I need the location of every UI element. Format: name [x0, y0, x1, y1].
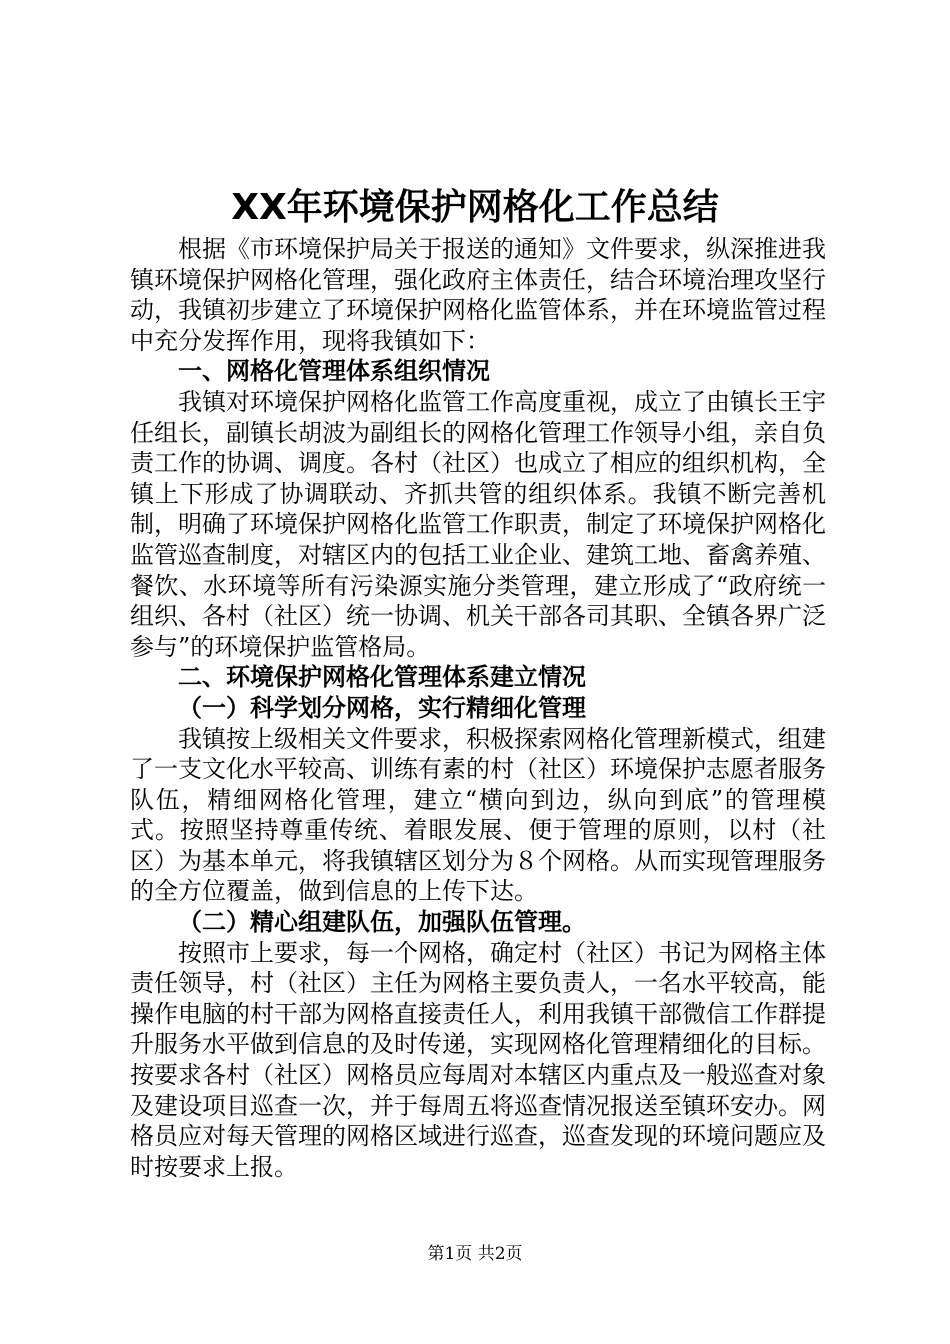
subsection-heading-1: （一）科学划分网格，实行精细化管理 [178, 693, 586, 722]
document-body [130, 234, 826, 1182]
subsection-2-paragraph: 按照市上要求，每一个网格，确定村（社区）书记为网格主体责任领导，村（社区）主任为网格主要负责人，一名水平较高，能操作电脑的村干部为网格直接责任人，利用我镇干部微信工作群提升服务水平做到信息的及时传递，实现网格化管理精细化的目标。按要求各村（社区）网格员应每周对本辖区内重点及一般巡查对象及建设项目巡查一次，并于每周五将巡查情况报送至镇环安办。网格员应对每天管理的网格区域进行巡查，巡查发现的环境问题应及时按要求上报。 [130, 938, 826, 1181]
document-title: XX年环境保护网格化工作总结 [231, 187, 719, 228]
subsection-heading-2: （二）精心组建队伍，加强队伍管理。 [178, 908, 586, 937]
section-heading-2: 二、环境保护网格化管理体系建立情况 [178, 663, 586, 692]
subsection-1-paragraph: 我镇按上级相关文件要求，积极探索网格化管理新模式，组建了一支文化水平较高、训练有素的村（社区）环境保护志愿者服务队伍，精细网格化管理，建立“横向到边，纵向到底”的管理模式。按照坚持尊重传统、着眼发展、便于管理的原则，以村（社区）为基本单元，将我镇辖区划分为８个网格。从而实现管理服务的全方位覆盖，做到信息的上传下达。 [130, 724, 826, 906]
section-1-paragraph: 我镇对环境保护网格化监管工作高度重视，成立了由镇长王宇任组长，副镇长胡波为副组长的网格化管理工作领导小组，亲自负责工作的协调、调度。各村（社区）也成立了相应的组织机构，全镇上下形成了协调联动、齐抓共管的组织体系。我镇不断完善机制，明确了环境保护网格化监管工作职责，制定了环境保护网格化监管巡查制度，对辖区内的包括工业企业、建筑工地、畜禽养殖、餐饮、水环境等所有污染源实施分类管理，建立形成了“政府统一组织、各村（社区）统一协调、机关干部各司其职、全镇各界广泛参与”的环境保护监管格局。 [130, 387, 826, 661]
intro-paragraph: 根据《市环境保护局关于报送的通知》文件要求，纵深推进我镇环境保护网格化管理，强化政府主体责任，结合环境治理攻坚行动，我镇初步建立了环境保护网格化监管体系，并在环境监管过程中充分发挥作用，现将我镇如下： [130, 235, 826, 355]
page-footer: 第1页 共2页 [427, 1244, 523, 1264]
section-heading-1: 一、网格化管理体系组织情况 [178, 357, 490, 386]
